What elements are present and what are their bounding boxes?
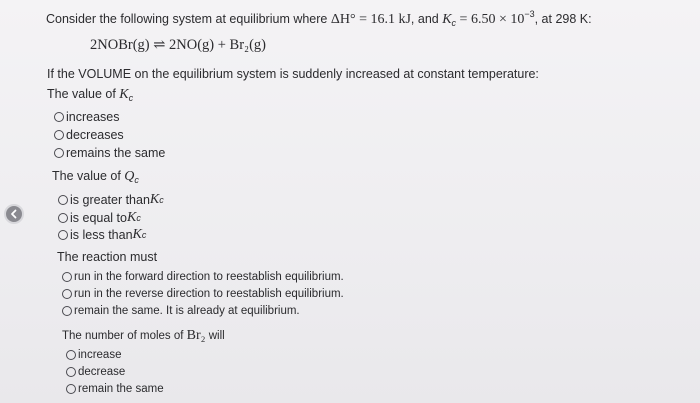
option-label: increases (66, 110, 120, 124)
radio-button[interactable] (58, 195, 68, 205)
radio-button[interactable] (62, 289, 72, 299)
volume-prompt: If the VOLUME on the equilibrium system is suddenly increased at constant temperature: (47, 67, 539, 81)
option-subscript: c (141, 230, 147, 240)
q1-option-decreases[interactable] (54, 128, 124, 142)
q4-option-decrease[interactable] (66, 366, 125, 378)
q3-option-forward[interactable] (62, 271, 344, 283)
option-label: decreases (66, 128, 124, 142)
radio-button[interactable] (54, 112, 64, 122)
q3-option-same[interactable] (62, 305, 300, 317)
option-label: is less than (70, 228, 133, 242)
radio-button[interactable] (58, 213, 68, 223)
q3-label: The reaction must (57, 250, 158, 264)
option-label: increase (78, 349, 122, 361)
radio-button[interactable] (66, 350, 76, 360)
option-label: run in the reverse direction to reestablish equilibrium. (74, 288, 344, 300)
q4-label-symbol: Br₂ (186, 328, 206, 343)
q1-option-remains[interactable] (54, 146, 165, 160)
back-button[interactable] (4, 204, 24, 224)
kc-exponent: −3 (524, 9, 535, 19)
q2-symbol: Q (124, 169, 135, 184)
radio-button[interactable] (66, 384, 76, 394)
radio-button[interactable] (54, 148, 64, 158)
radio-button[interactable] (62, 306, 72, 316)
option-label: decrease (78, 366, 126, 378)
option-label: remain the same. It is already at equilibrium. (74, 305, 300, 317)
q2-option-less[interactable] (58, 227, 146, 243)
kc-subscript: c (451, 18, 457, 28)
option-symbol: K (149, 192, 160, 207)
radio-button[interactable] (58, 230, 68, 240)
delta-h-value: ΔH° = 16.1 kJ (330, 12, 411, 27)
option-symbol: K (132, 227, 142, 242)
option-label: is greater than (70, 193, 150, 207)
intro-suffix: , at 298 K: (534, 12, 592, 26)
kc-symbol: K (442, 12, 452, 27)
q1-option-increases[interactable] (54, 110, 120, 124)
q3-option-reverse[interactable] (62, 288, 344, 300)
q4-label-prefix: The number of moles of (62, 330, 187, 342)
chevron-left-icon (9, 209, 19, 219)
radio-button[interactable] (62, 272, 72, 282)
reaction-equation: 2NOBr(g) ⇌ 2NO(g) + Br₂(g) (90, 37, 266, 53)
option-label: run in the forward direction to reestablish equilibrium. (74, 271, 344, 283)
q4-label (62, 328, 225, 344)
option-symbol: K (126, 210, 137, 225)
radio-button[interactable] (54, 130, 64, 140)
q2-label (52, 169, 139, 185)
q4-option-remain[interactable] (66, 383, 164, 395)
intro-prefix: Consider the following system at equilibrium where (46, 12, 331, 26)
q1-symbol: K (119, 87, 129, 102)
q4-option-increase[interactable] (66, 349, 121, 361)
q1-label (47, 87, 133, 103)
q2-label-text: The value of (52, 169, 125, 183)
q2-option-greater[interactable] (58, 192, 164, 208)
option-label: remains the same (66, 146, 166, 160)
q4-label-suffix: will (205, 330, 225, 342)
option-label: remain the same (78, 383, 164, 395)
intro-and: , and (410, 12, 443, 26)
q2-subscript: c (134, 175, 139, 185)
kc-value: = 6.50 × 10 (456, 12, 525, 27)
option-label: is equal to (70, 211, 127, 225)
radio-button[interactable] (66, 367, 76, 377)
intro-text (46, 9, 592, 28)
q1-subscript: c (128, 93, 134, 103)
option-subscript: c (136, 213, 141, 223)
option-subscript: c (159, 195, 164, 205)
q1-label-text: The value of (47, 87, 120, 101)
q2-option-equal[interactable] (58, 210, 141, 226)
